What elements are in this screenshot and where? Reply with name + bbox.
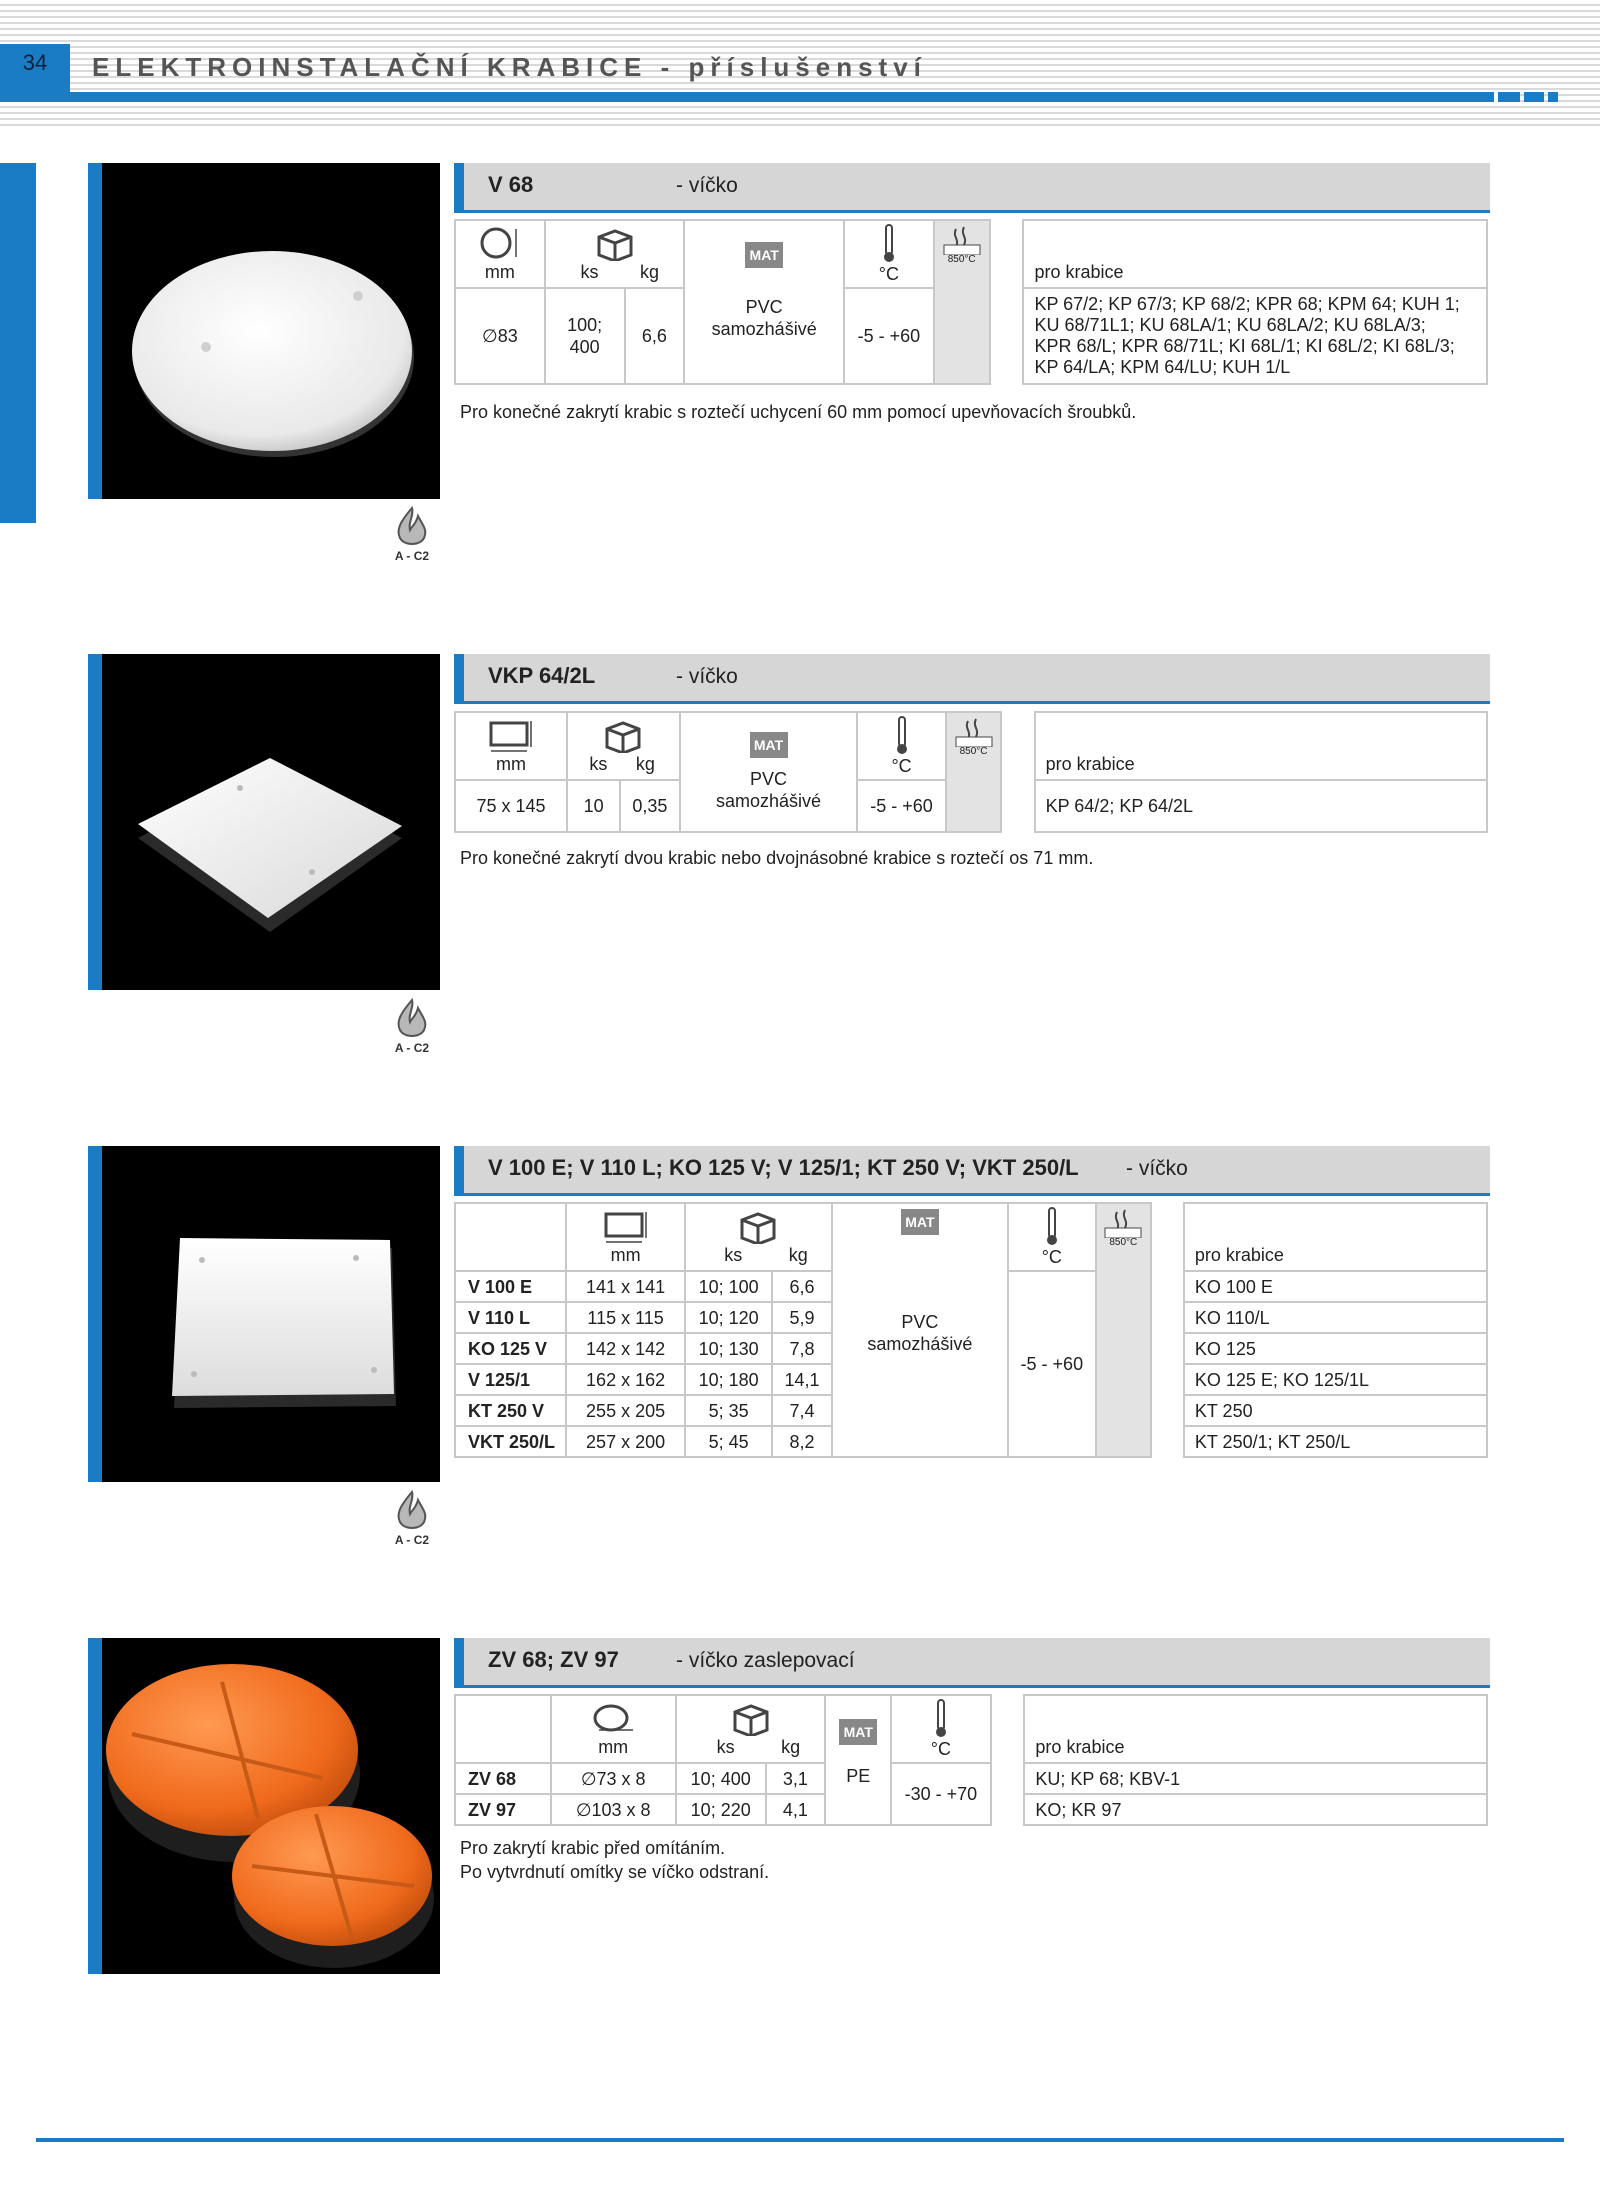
- variant-name: KT 250 V: [455, 1395, 566, 1426]
- glow-wire-cell: [946, 712, 1002, 832]
- spacer-cell: [991, 1695, 1025, 1763]
- dim-value: 255 x 205: [566, 1395, 685, 1426]
- product-note: [460, 1836, 769, 1884]
- dim-header-cell: [551, 1695, 676, 1763]
- temp-header-cell: [1008, 1203, 1095, 1271]
- col-temp: °C: [891, 756, 912, 776]
- product-code: V 68: [488, 172, 534, 197]
- variant-name: V 100 E: [455, 1271, 566, 1302]
- dim-value: 75 x 145: [455, 780, 567, 832]
- kg-value: 8,2: [772, 1426, 831, 1457]
- col-pro: pro krabice: [1023, 220, 1487, 288]
- product-description: - víčko: [1126, 1157, 1188, 1180]
- product-code: VKP 64/2L: [488, 663, 596, 688]
- product-code: V 100 E; V 110 L; KO 125 V; V 125/1; KT 250 V; VKT 250/L: [488, 1155, 1079, 1180]
- compatible-boxes: KO 125: [1184, 1333, 1487, 1364]
- variant-name: ZV 68: [455, 1763, 551, 1794]
- kg-value: 0,35: [620, 780, 679, 832]
- product-title-bar: [454, 654, 1490, 704]
- glow-wire-cell: [934, 220, 990, 384]
- dim-value: 257 x 200: [566, 1426, 685, 1457]
- ks-value: 10: [567, 780, 620, 832]
- dim-value: ∅73 x 8: [551, 1763, 676, 1794]
- ks-value: 10; 220: [676, 1794, 766, 1825]
- spec-table-v100e: [454, 1202, 1488, 1458]
- compatible-boxes: [1023, 288, 1487, 384]
- ks-value: 10; 130: [685, 1333, 773, 1364]
- compatible-boxes: KT 250/1; KT 250/L: [1184, 1426, 1487, 1457]
- spacer-cell: [1151, 1333, 1184, 1364]
- kg-value: 6,6: [625, 288, 685, 384]
- page-number: 34: [22, 50, 48, 75]
- box-icon: [593, 225, 637, 261]
- col-mm: mm: [484, 262, 515, 282]
- glow-wire-icon: [954, 717, 994, 747]
- name-header-cell: [455, 1203, 566, 1271]
- flame-icon: [392, 998, 432, 1040]
- col-ks: ks: [580, 262, 599, 282]
- product-title-bar: [454, 163, 1490, 213]
- thermometer-icon: [1045, 1206, 1059, 1246]
- dim-value: 115 x 115: [566, 1302, 685, 1333]
- glow-wire-cell: [1096, 1203, 1152, 1457]
- temp-value: -5 - +60: [1008, 1271, 1095, 1457]
- material-icon: MAT: [750, 732, 788, 758]
- variant-name: KO 125 V: [455, 1333, 566, 1364]
- dim-value: 142 x 142: [566, 1333, 685, 1364]
- compatible-boxes: KU; KP 68; KBV-1: [1024, 1763, 1487, 1794]
- flammability-badge: [384, 998, 440, 1055]
- name-header-cell: [455, 1695, 551, 1763]
- material-icon: MAT: [901, 1209, 939, 1235]
- product-note: Pro konečné zakrytí krabic s roztečí uchycení 60 mm pomocí upevňovacích šroubků.: [460, 402, 1137, 422]
- spec-table-zv: [454, 1694, 1488, 1826]
- col-kg: kg: [781, 1737, 801, 1757]
- col-mm: mm: [496, 754, 527, 774]
- col-temp: °C: [1041, 1247, 1062, 1267]
- col-temp: °C: [878, 264, 899, 284]
- product-photo-v100e: [88, 1146, 440, 1482]
- material-cell: [825, 1695, 891, 1825]
- box-icon: [601, 717, 645, 753]
- kg-value: 3,1: [766, 1763, 826, 1794]
- compatible-boxes: KT 250: [1184, 1395, 1487, 1426]
- kg-value: 5,9: [772, 1302, 831, 1333]
- product-description: - víčko zaslepovací: [676, 1649, 855, 1672]
- rectangle-dimension-icon: [487, 717, 535, 753]
- col-pro: pro krabice: [1024, 1695, 1487, 1763]
- spacer-cell: [1151, 1302, 1184, 1333]
- box-line: KP 64/LA; KPM 64/LU; KUH 1/L: [1034, 357, 1291, 377]
- box-line: KPR 68/L; KPR 68/71L; KI 68L/1; KI 68L/2; KI 68L/3;: [1034, 336, 1455, 356]
- product-description: - víčko: [676, 665, 738, 688]
- pack-header-cell: [685, 1203, 832, 1271]
- temp-value: -30 - +70: [891, 1763, 990, 1825]
- note-line: Po vytvrdnutí omítky se víčko odstraní.: [460, 1862, 770, 1882]
- temp-header-cell: [891, 1695, 990, 1763]
- dim-header-cell: [566, 1203, 685, 1271]
- spacer-cell: [1151, 1426, 1184, 1457]
- product-photo-zv68-zv97: [88, 1638, 440, 1974]
- compatible-boxes: KO 100 E: [1184, 1271, 1487, 1302]
- ks-value: 10; 180: [685, 1364, 773, 1395]
- variant-name: ZV 97: [455, 1794, 551, 1825]
- header-square: [1524, 92, 1544, 102]
- variant-name: V 125/1: [455, 1364, 566, 1395]
- flame-icon: [392, 506, 432, 548]
- material-cell: [832, 1203, 1009, 1457]
- spec-table-v68: [454, 219, 1488, 385]
- rectangle-dimension-icon: [602, 1208, 650, 1244]
- note-line: Pro zakrytí krabic před omítáním.: [460, 1838, 726, 1858]
- page-title: ELEKTROINSTALAČNÍ KRABICE - příslušenství: [92, 52, 927, 82]
- dim-value: ∅103 x 8: [551, 1794, 676, 1825]
- product-photo-vkp642l: [88, 654, 440, 990]
- compatible-boxes: KO 110/L: [1184, 1302, 1487, 1333]
- spacer-cell: [1001, 712, 1034, 780]
- product-code: ZV 68; ZV 97: [488, 1647, 619, 1672]
- flammability-class: A - C2: [394, 549, 430, 563]
- material-cell: [684, 220, 844, 384]
- temp-header-cell: [857, 712, 945, 780]
- product-title-bar: [454, 1146, 1490, 1196]
- spec-table-vkp642l: [454, 711, 1488, 833]
- kg-value: 4,1: [766, 1794, 826, 1825]
- col-kg: kg: [788, 1245, 808, 1265]
- glow-wire-label: 850°C: [959, 746, 988, 757]
- material-line: PVC: [745, 297, 783, 317]
- material-icon: MAT: [839, 1719, 877, 1745]
- spacer-cell: [1001, 780, 1034, 832]
- kg-value: 7,8: [772, 1333, 831, 1364]
- flammability-class: A - C2: [394, 1041, 430, 1055]
- side-accent-bar: [0, 163, 36, 523]
- spacer-cell: [990, 288, 1024, 384]
- compatible-boxes: KP 64/2; KP 64/2L: [1035, 780, 1487, 832]
- material-icon: MAT: [745, 242, 783, 268]
- compatible-boxes: KO 125 E; KO 125/1L: [1184, 1364, 1487, 1395]
- col-mm: mm: [598, 1737, 629, 1757]
- col-ks: ks: [589, 754, 608, 774]
- glow-wire-label: 850°C: [1109, 1237, 1138, 1248]
- material-line: PVC: [901, 1312, 939, 1332]
- pack-header-cell: [676, 1695, 825, 1763]
- ks-value: 100; 400: [545, 288, 625, 384]
- glow-wire-label: 850°C: [947, 254, 976, 265]
- glow-wire-icon: [942, 225, 982, 255]
- ks-value: 5; 35: [685, 1395, 773, 1426]
- header-square: [1498, 92, 1520, 102]
- material-cell: [680, 712, 858, 832]
- ks-value: 10; 100: [685, 1271, 773, 1302]
- dim-value: ∅83: [455, 288, 545, 384]
- header-gap: [1496, 92, 1498, 102]
- thermometer-icon: [934, 1698, 948, 1738]
- glow-wire-icon: [1103, 1208, 1143, 1238]
- col-kg: kg: [635, 754, 655, 774]
- variant-name: V 110 L: [455, 1302, 566, 1333]
- col-temp: °C: [930, 1739, 951, 1759]
- box-icon: [736, 1208, 780, 1244]
- circle-dimension-icon: [478, 225, 522, 261]
- flammability-class: A - C2: [394, 1533, 430, 1547]
- temp-header-cell: [844, 220, 934, 288]
- col-ks: ks: [724, 1245, 743, 1265]
- dim-header-cell: [455, 220, 545, 288]
- material-line: samozhášivé: [711, 319, 817, 339]
- box-line: KU 68/71L1; KU 68LA/1; KU 68LA/2; KU 68LA/3;: [1034, 315, 1426, 335]
- spacer-cell: [1151, 1364, 1184, 1395]
- spacer-cell: [991, 1794, 1025, 1825]
- material-line: samozhášivé: [867, 1334, 973, 1354]
- box-line: KP 67/2; KP 67/3; KP 68/2; KPR 68; KPM 64; KUH 1;: [1034, 294, 1460, 314]
- temp-value: -5 - +60: [857, 780, 945, 832]
- disc-dimension-icon: [589, 1700, 637, 1736]
- pack-header-cell: [545, 220, 685, 288]
- product-photo-v68: [88, 163, 440, 499]
- col-ks: ks: [716, 1737, 735, 1757]
- col-pro: pro krabice: [1035, 712, 1487, 780]
- spacer-cell: [1151, 1395, 1184, 1426]
- variant-name: VKT 250/L: [455, 1426, 566, 1457]
- kg-value: 14,1: [772, 1364, 831, 1395]
- dim-header-cell: [455, 712, 567, 780]
- col-kg: kg: [640, 262, 660, 282]
- col-mm: mm: [610, 1245, 641, 1265]
- kg-value: 7,4: [772, 1395, 831, 1426]
- spacer-cell: [990, 220, 1024, 288]
- temp-value: -5 - +60: [844, 288, 934, 384]
- product-note: Pro konečné zakrytí dvou krabic nebo dvojnásobné krabice s roztečí os 71 mm.: [460, 848, 1094, 868]
- kg-value: 6,6: [772, 1271, 831, 1302]
- footer-rule: [36, 2138, 1564, 2142]
- dim-value: 162 x 162: [566, 1364, 685, 1395]
- thermometer-icon: [882, 223, 896, 263]
- col-pro: pro krabice: [1184, 1203, 1487, 1271]
- ks-value: 10; 400: [676, 1763, 766, 1794]
- material-line: samozhášivé: [716, 791, 822, 811]
- spacer-cell: [1151, 1271, 1184, 1302]
- header-rule: [70, 92, 1518, 102]
- material-line: PVC: [750, 769, 788, 789]
- header-square: [1548, 92, 1558, 102]
- thermometer-icon: [895, 715, 909, 755]
- ks-value: 10; 120: [685, 1302, 773, 1333]
- compatible-boxes: KO; KR 97: [1024, 1794, 1487, 1825]
- flammability-badge: [384, 506, 440, 563]
- dim-value: 141 x 141: [566, 1271, 685, 1302]
- material-line: PE: [846, 1766, 871, 1786]
- spacer-cell: [1151, 1203, 1184, 1271]
- box-icon: [729, 1700, 773, 1736]
- product-description: - víčko: [676, 174, 738, 197]
- ks-value: 5; 45: [685, 1426, 773, 1457]
- spacer-cell: [991, 1763, 1025, 1794]
- pack-header-cell: [567, 712, 680, 780]
- flame-icon: [392, 1490, 432, 1532]
- flammability-badge: [384, 1490, 440, 1547]
- product-title-bar: [454, 1638, 1490, 1688]
